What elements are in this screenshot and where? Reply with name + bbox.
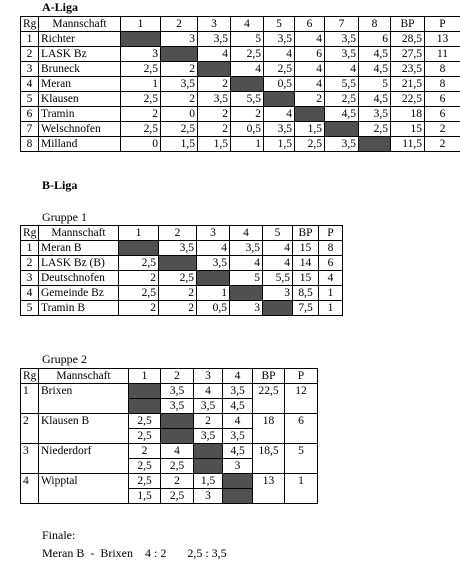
table-cell: 2,5 bbox=[161, 489, 194, 504]
table-cell: 1,5 bbox=[161, 137, 198, 152]
rank-cell: 4 bbox=[21, 474, 39, 489]
table-cell: 1,5 bbox=[194, 474, 223, 489]
table-row bbox=[21, 271, 343, 286]
table-cell: 27,5 bbox=[391, 47, 425, 62]
table-cell: 11,5 bbox=[391, 137, 425, 152]
table-cell: 4,5 bbox=[359, 92, 391, 107]
table-cell: 2,5 bbox=[264, 62, 295, 77]
table-cell: 5 bbox=[21, 92, 39, 107]
table-cell: 3,5 bbox=[161, 399, 194, 414]
table-cell: 3,5 bbox=[161, 384, 194, 399]
table-cell: 4 bbox=[325, 62, 359, 77]
table-cell: 5 bbox=[21, 301, 39, 316]
header-cell: 7 bbox=[325, 17, 359, 32]
table-cell: 4,5 bbox=[223, 444, 253, 459]
header-cell: 5 bbox=[264, 17, 295, 32]
table-cell: 1 bbox=[121, 77, 161, 92]
table-cell: 2,5 bbox=[325, 92, 359, 107]
table-cell: 2,5 bbox=[121, 92, 161, 107]
table-cell: 3,5 bbox=[161, 77, 198, 92]
table-cell: 3,5 bbox=[325, 32, 359, 47]
table-cell: 4 bbox=[295, 62, 325, 77]
table-cell: 2 bbox=[159, 301, 197, 316]
table-cell: 6 bbox=[425, 107, 460, 122]
bp-cell: 22,5 bbox=[253, 384, 285, 399]
table-cell: 21,5 bbox=[391, 77, 425, 92]
table-cell: 3,5 bbox=[223, 429, 253, 444]
bp-cell: 13 bbox=[253, 474, 285, 489]
team-name: Klausen bbox=[39, 92, 121, 107]
table-cell: 4 bbox=[319, 271, 343, 286]
team-name-empty bbox=[39, 429, 129, 444]
table-cell: 2 bbox=[161, 62, 198, 77]
header-cell: P bbox=[425, 17, 460, 32]
header-cell: Mannschaft bbox=[39, 226, 119, 241]
table-row bbox=[21, 92, 460, 107]
table-row bbox=[21, 459, 318, 474]
header-cell: 1 bbox=[129, 369, 161, 384]
table-cell: 3,5 bbox=[159, 241, 197, 256]
bp-cell: 18,5 bbox=[253, 444, 285, 459]
header-cell: 2 bbox=[161, 17, 198, 32]
team-name-empty bbox=[39, 489, 129, 504]
table-cell: 3,5 bbox=[325, 137, 359, 152]
table-cell: 7,5 bbox=[293, 301, 319, 316]
table-cell: 4 bbox=[295, 32, 325, 47]
table-cell bbox=[198, 62, 231, 77]
points-cell-empty bbox=[285, 459, 318, 474]
table-cell: 2 bbox=[295, 92, 325, 107]
table-cell bbox=[161, 47, 198, 62]
table-cell: 2,5 bbox=[129, 474, 161, 489]
rank-cell-empty bbox=[21, 459, 39, 474]
table-cell bbox=[194, 444, 223, 459]
team-name: Bruneck bbox=[39, 62, 121, 77]
table-cell bbox=[223, 489, 253, 504]
table-cell bbox=[359, 137, 391, 152]
table-cell: 1,5 bbox=[198, 137, 231, 152]
team-name-empty bbox=[39, 459, 129, 474]
table-row bbox=[21, 301, 343, 316]
team-name: Brixen bbox=[39, 384, 129, 399]
table-row bbox=[21, 107, 460, 122]
team-name: Meran bbox=[39, 77, 121, 92]
table-cell: 2 bbox=[119, 271, 159, 286]
table-row bbox=[21, 137, 460, 152]
table-cell: 3,5 bbox=[264, 32, 295, 47]
table-cell: 5 bbox=[359, 77, 391, 92]
table-cell: 4 bbox=[223, 414, 253, 429]
team-name: Meran B bbox=[39, 241, 119, 256]
table-cell bbox=[197, 271, 230, 286]
table-cell: 2 bbox=[161, 474, 194, 489]
table-cell: 2,5 bbox=[129, 459, 161, 474]
table-cell: 2 bbox=[198, 122, 231, 137]
table-row bbox=[21, 77, 460, 92]
table-cell: 3,5 bbox=[264, 122, 295, 137]
bp-cell-empty bbox=[253, 459, 285, 474]
a-liga-header-row bbox=[21, 17, 460, 32]
header-cell: 1 bbox=[121, 17, 161, 32]
points-cell-empty bbox=[285, 489, 318, 504]
table-cell: 3,5 bbox=[325, 47, 359, 62]
table-cell: 4 bbox=[197, 241, 230, 256]
header-cell: 4 bbox=[230, 226, 263, 241]
table-cell: 4 bbox=[161, 444, 194, 459]
header-cell: 2 bbox=[159, 226, 197, 241]
rank-cell: 1 bbox=[21, 384, 39, 399]
table-cell: 4 bbox=[295, 77, 325, 92]
bp-cell-empty bbox=[253, 399, 285, 414]
team-name: Deutschnofen bbox=[39, 271, 119, 286]
table-cell: 15 bbox=[293, 241, 319, 256]
b-liga-title: B-Liga bbox=[42, 178, 78, 192]
header-cell: BP bbox=[293, 226, 319, 241]
table-cell bbox=[223, 474, 253, 489]
rank-cell: 3 bbox=[21, 444, 39, 459]
table-cell: 1,5 bbox=[129, 489, 161, 504]
header-cell: Rg bbox=[21, 369, 39, 384]
table-cell: 2 bbox=[425, 122, 460, 137]
table-cell: 3,5 bbox=[194, 429, 223, 444]
team-name: Milland bbox=[39, 137, 121, 152]
table-cell: 13 bbox=[425, 32, 460, 47]
table-cell: 2,5 bbox=[159, 271, 197, 286]
table-cell: 1,5 bbox=[264, 137, 295, 152]
table-cell: 1 bbox=[319, 301, 343, 316]
table-cell bbox=[161, 414, 194, 429]
table-cell: 2 bbox=[159, 286, 197, 301]
table-cell: 3,5 bbox=[194, 399, 223, 414]
team-name: LASK Bz bbox=[39, 47, 121, 62]
gruppe2-table bbox=[20, 368, 318, 504]
table-cell: 2,5 bbox=[119, 286, 159, 301]
table-cell: 2,5 bbox=[295, 137, 325, 152]
header-cell: P bbox=[285, 369, 318, 384]
team-name: Gemeinde Bz bbox=[39, 286, 119, 301]
table-cell: 4 bbox=[231, 62, 264, 77]
table-cell: 7 bbox=[21, 122, 39, 137]
table-cell: 8,5 bbox=[293, 286, 319, 301]
header-cell: Mannschaft bbox=[39, 369, 129, 384]
header-cell: 5 bbox=[263, 226, 293, 241]
header-cell: P bbox=[319, 226, 343, 241]
table-cell: 22,5 bbox=[391, 92, 425, 107]
table-cell: 1 bbox=[21, 32, 39, 47]
table-cell: 8 bbox=[425, 77, 460, 92]
table-row bbox=[21, 62, 460, 77]
table-cell: 2,5 bbox=[161, 459, 194, 474]
team-name: LASK Bz (B) bbox=[39, 256, 119, 271]
table-cell: 5 bbox=[231, 32, 264, 47]
table-cell: 4 bbox=[21, 77, 39, 92]
table-row bbox=[21, 256, 343, 271]
table-cell: 2,5 bbox=[231, 47, 264, 62]
table-cell: 1,5 bbox=[295, 122, 325, 137]
points-cell: 1 bbox=[285, 474, 318, 489]
table-cell: 3,5 bbox=[223, 384, 253, 399]
table-cell: 4,5 bbox=[359, 62, 391, 77]
table-cell: 2 bbox=[198, 107, 231, 122]
table-cell: 1 bbox=[197, 286, 230, 301]
bp-cell: 18 bbox=[253, 414, 285, 429]
table-cell: 3 bbox=[21, 271, 39, 286]
rank-cell: 2 bbox=[21, 414, 39, 429]
points-cell: 12 bbox=[285, 384, 318, 399]
table-cell: 4,5 bbox=[325, 107, 359, 122]
table-cell: 2,5 bbox=[359, 122, 391, 137]
table-cell: 11 bbox=[425, 47, 460, 62]
table-cell: 3 bbox=[121, 47, 161, 62]
table-cell: 6 bbox=[21, 107, 39, 122]
table-row bbox=[21, 32, 460, 47]
table-row bbox=[21, 489, 318, 504]
table-cell bbox=[231, 77, 264, 92]
bp-cell-empty bbox=[253, 429, 285, 444]
table-cell: 8 bbox=[319, 241, 343, 256]
table-cell: 8 bbox=[21, 137, 39, 152]
header-cell: 3 bbox=[194, 369, 223, 384]
team-name: Tramin B bbox=[39, 301, 119, 316]
table-cell: 3 bbox=[263, 286, 293, 301]
table-cell: 4 bbox=[198, 47, 231, 62]
team-name: Niederdorf bbox=[39, 444, 129, 459]
table-cell: 15 bbox=[293, 271, 319, 286]
table-cell bbox=[119, 241, 159, 256]
table-cell: 4 bbox=[264, 107, 295, 122]
table-cell: 3,5 bbox=[230, 241, 263, 256]
table-cell: 23,5 bbox=[391, 62, 425, 77]
header-cell: BP bbox=[253, 369, 285, 384]
gruppe1-label: Gruppe 1 bbox=[42, 210, 87, 224]
header-cell: 2 bbox=[161, 369, 194, 384]
header-cell: 3 bbox=[198, 17, 231, 32]
a-liga-title: A-Liga bbox=[42, 0, 78, 14]
team-name: Wipptal bbox=[39, 474, 129, 489]
table-cell: 3 bbox=[223, 459, 253, 474]
table-cell bbox=[129, 384, 161, 399]
table-row bbox=[21, 384, 318, 399]
header-cell: 4 bbox=[223, 369, 253, 384]
table-cell: 2,5 bbox=[121, 122, 161, 137]
table-cell: 2 bbox=[119, 301, 159, 316]
table-row bbox=[21, 286, 343, 301]
table-cell bbox=[263, 301, 293, 316]
table-cell: 2 bbox=[121, 107, 161, 122]
table-cell: 5,5 bbox=[231, 92, 264, 107]
table-cell: 6 bbox=[319, 256, 343, 271]
table-cell: 4,5 bbox=[359, 47, 391, 62]
team-name: Richter bbox=[39, 32, 121, 47]
table-row bbox=[21, 474, 318, 489]
rank-cell-empty bbox=[21, 489, 39, 504]
bp-cell-empty bbox=[253, 489, 285, 504]
table-cell: 1 bbox=[231, 137, 264, 152]
header-cell: 6 bbox=[295, 17, 325, 32]
table-cell bbox=[230, 286, 263, 301]
table-cell: 4 bbox=[263, 256, 293, 271]
finale-label: Finale: bbox=[42, 528, 76, 542]
header-cell: Rg bbox=[21, 226, 39, 241]
table-cell bbox=[159, 256, 197, 271]
table-row bbox=[21, 444, 318, 459]
table-cell: 2 bbox=[161, 92, 198, 107]
table-row bbox=[21, 414, 318, 429]
table-cell: 6 bbox=[359, 32, 391, 47]
table-cell: 4 bbox=[264, 47, 295, 62]
table-cell: 0,5 bbox=[197, 301, 230, 316]
table-cell: 5,5 bbox=[263, 271, 293, 286]
table-cell: 2,5 bbox=[161, 122, 198, 137]
table-cell: 2 bbox=[231, 107, 264, 122]
table-cell bbox=[121, 32, 161, 47]
team-name-empty bbox=[39, 399, 129, 414]
table-cell bbox=[264, 92, 295, 107]
table-cell: 18 bbox=[391, 107, 425, 122]
header-cell: 1 bbox=[119, 226, 159, 241]
table-cell: 0 bbox=[161, 107, 198, 122]
header-cell: 4 bbox=[231, 17, 264, 32]
team-name: Welschnofen bbox=[39, 122, 121, 137]
table-cell: 5 bbox=[230, 271, 263, 286]
rank-cell-empty bbox=[21, 429, 39, 444]
table-cell: 2 bbox=[21, 47, 39, 62]
table-cell: 2,5 bbox=[129, 429, 161, 444]
table-cell: 2,5 bbox=[119, 256, 159, 271]
header-cell: 3 bbox=[197, 226, 230, 241]
table-cell: 2 bbox=[21, 256, 39, 271]
table-cell bbox=[325, 122, 359, 137]
table-row bbox=[21, 47, 460, 62]
table-cell: 1 bbox=[319, 286, 343, 301]
header-cell: Rg bbox=[21, 17, 39, 32]
table-cell: 4 bbox=[21, 286, 39, 301]
gruppe1-table bbox=[20, 225, 343, 316]
table-cell: 3,5 bbox=[198, 92, 231, 107]
table-cell: 3 bbox=[194, 489, 223, 504]
points-cell: 6 bbox=[285, 414, 318, 429]
table-cell bbox=[161, 429, 194, 444]
points-cell: 5 bbox=[285, 444, 318, 459]
table-cell: 8 bbox=[425, 62, 460, 77]
team-name: Klausen B bbox=[39, 414, 129, 429]
table-cell: 0 bbox=[121, 137, 161, 152]
table-cell: 0,5 bbox=[264, 77, 295, 92]
table-cell: 3 bbox=[161, 32, 198, 47]
table-cell: 0,5 bbox=[231, 122, 264, 137]
table-cell: 28,5 bbox=[391, 32, 425, 47]
gruppe1-header-row bbox=[21, 226, 343, 241]
table-cell: 2 bbox=[425, 137, 460, 152]
header-cell: Mannschaft bbox=[39, 17, 121, 32]
table-cell: 5,5 bbox=[325, 77, 359, 92]
table-cell: 3,5 bbox=[197, 256, 230, 271]
table-cell: 2 bbox=[194, 414, 223, 429]
table-cell: 14 bbox=[293, 256, 319, 271]
header-cell: 8 bbox=[359, 17, 391, 32]
table-cell: 2 bbox=[198, 77, 231, 92]
table-cell: 2 bbox=[129, 444, 161, 459]
table-cell: 4 bbox=[194, 384, 223, 399]
table-cell: 15 bbox=[391, 122, 425, 137]
rank-cell-empty bbox=[21, 399, 39, 414]
table-cell: 3,5 bbox=[359, 107, 391, 122]
a-liga-table bbox=[20, 16, 460, 152]
table-cell bbox=[194, 459, 223, 474]
points-cell-empty bbox=[285, 399, 318, 414]
team-name: Tramin bbox=[39, 107, 121, 122]
gruppe2-header-row bbox=[21, 369, 318, 384]
points-cell-empty bbox=[285, 429, 318, 444]
table-cell: 4 bbox=[230, 256, 263, 271]
table-cell: 3 bbox=[230, 301, 263, 316]
table-cell: 3 bbox=[21, 62, 39, 77]
table-cell: 4 bbox=[263, 241, 293, 256]
table-cell: 4,5 bbox=[223, 399, 253, 414]
table-row bbox=[21, 429, 318, 444]
table-row bbox=[21, 399, 318, 414]
table-cell: 6 bbox=[295, 47, 325, 62]
table-cell: 2,5 bbox=[121, 62, 161, 77]
table-cell: 6 bbox=[425, 92, 460, 107]
table-cell bbox=[295, 107, 325, 122]
table-row bbox=[21, 241, 343, 256]
table-cell: 3,5 bbox=[198, 32, 231, 47]
finale-result: Meran B - Brixen 4 : 2 2,5 : 3,5 bbox=[42, 546, 227, 560]
table-cell bbox=[129, 399, 161, 414]
gruppe2-label: Gruppe 2 bbox=[42, 352, 87, 366]
table-cell: 2,5 bbox=[129, 414, 161, 429]
header-cell: BP bbox=[391, 17, 425, 32]
table-cell: 1 bbox=[21, 241, 39, 256]
table-row bbox=[21, 122, 460, 137]
